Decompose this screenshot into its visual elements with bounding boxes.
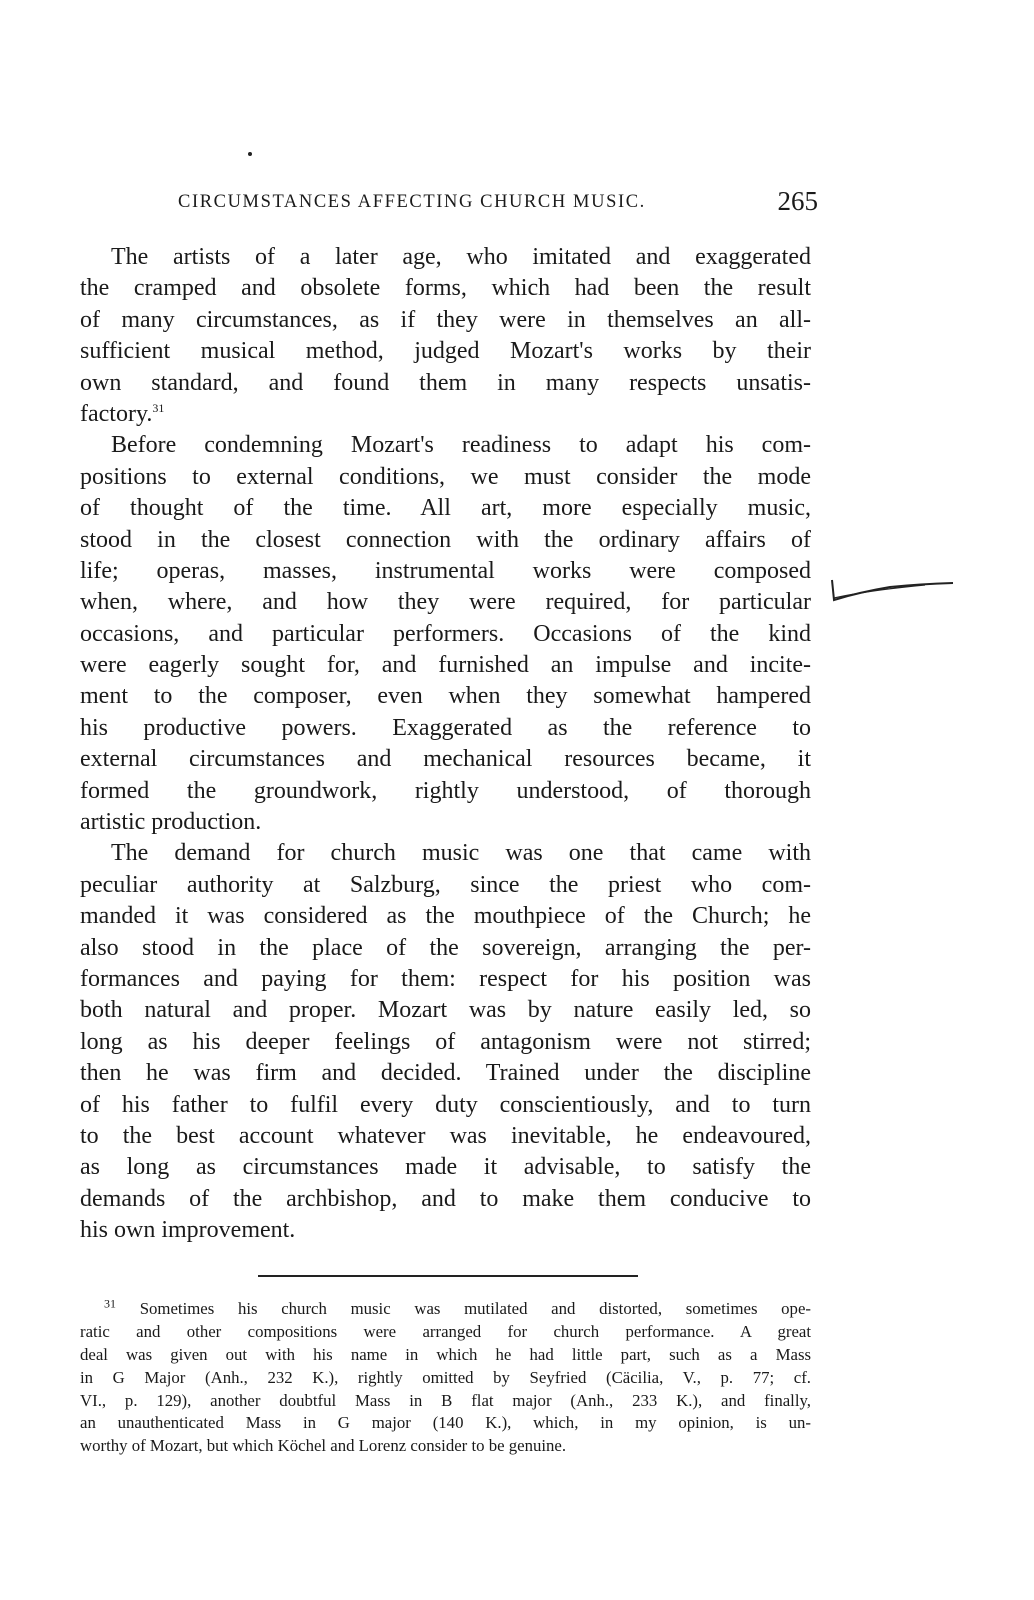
text-line-content: factory.: [80, 400, 153, 427]
footnote-divider: [258, 1275, 638, 1277]
text-line: life; operas, masses, instrumental works were composed: [80, 557, 811, 584]
footnote-line: an unauthenticated Mass in G major (140 K.), which, in my opinion, is un-: [80, 1413, 811, 1433]
text-line: [80, 399, 811, 430]
text-line: occasions, and particular performers. Occasions of the kind: [80, 620, 811, 647]
running-header: [178, 186, 818, 226]
ink-speck: [248, 152, 252, 156]
text-line: artistic production.: [80, 809, 262, 836]
text-line: then he was firm and decided. Trained under the discipline: [80, 1060, 811, 1087]
main-text: [80, 242, 811, 1247]
text-line: formed the groundwork, rightly understood, of thorough: [80, 777, 811, 804]
page-number: 265: [777, 186, 818, 216]
footnote-line: deal was given out with his name in which he had little part, such as a Mass: [80, 1344, 811, 1364]
text-line: stood in the closest connection with the ordinary affairs of: [80, 526, 811, 553]
footnotes: [80, 1298, 811, 1458]
footnote-line: VI., p. 129), another doubtful Mass in B flat major (Anh., 233 K.), and finally,: [80, 1390, 811, 1410]
text-line: peculiar authority at Salzburg, since the priest who com-: [80, 871, 811, 898]
text-line: when, where, and how they were required, for particular: [80, 589, 811, 616]
text-line: Before condemning Mozart's readiness to adapt his com-: [111, 432, 811, 459]
text-line: of many circumstances, as if they were in themselves an all-: [80, 306, 811, 333]
text-line: as long as circumstances made it advisable, to satisfy the: [80, 1154, 811, 1181]
text-line: also stood in the place of the sovereign, arranging the per-: [80, 934, 811, 961]
footnote-line: in G Major (Anh., 232 K.), rightly omitted by Seyfried (Cäcilia, V., p. 77; cf.: [80, 1367, 811, 1387]
footnote-line: worthy of Mozart, but which Köchel and Lorenz consider to be genuine.: [80, 1436, 567, 1456]
text-line: his productive powers. Exaggerated as the reference to: [80, 714, 811, 741]
text-line: demands of the archbishop, and to make them conducive to: [80, 1185, 811, 1212]
text-line: the cramped and obsolete forms, which had been the result: [80, 275, 811, 302]
text-line: of his father to fulfil every duty conscientiously, and to turn: [80, 1091, 811, 1118]
footnote-line: ratic and other compositions were arranged for church performance. A great: [80, 1321, 811, 1341]
running-title: CIRCUMSTANCES AFFECTING CHURCH MUSIC.: [178, 192, 646, 212]
text-line: external circumstances and mechanical resources became, it: [80, 746, 811, 773]
text-line: both natural and proper. Mozart was by nature easily led, so: [80, 997, 811, 1024]
text-line: of thought of the time. All art, more especially music,: [80, 495, 811, 522]
text-line: long as his deeper feelings of antagonism were not stirred;: [80, 1028, 811, 1055]
text-line: to the best account whatever was inevitable, he endeavoured,: [80, 1122, 811, 1149]
text-line: ment to the composer, even when they somewhat hampered: [80, 683, 811, 710]
text-line: own standard, and found them in many respects unsatis-: [80, 369, 811, 396]
text-line: sufficient musical method, judged Mozart's works by their: [80, 338, 811, 365]
text-line: positions to external conditions, we must consider the mode: [80, 463, 811, 490]
footnote-line: [80, 1298, 811, 1321]
margin-pencil-mark: [830, 578, 955, 604]
footnote-line-content: Sometimes his church music was mutilated and distorted, sometimes ope-: [139, 1299, 811, 1318]
footnote-marker: 31: [104, 1296, 116, 1311]
text-line: formances and paying for them: respect for his position was: [80, 965, 811, 992]
text-line: The demand for church music was one that came with: [111, 840, 811, 867]
text-line: were eagerly sought for, and furnished an impulse and incite-: [80, 652, 811, 679]
text-line: manded it was considered as the mouthpiece of the Church; he: [80, 903, 811, 930]
text-line: his own improvement.: [80, 1217, 296, 1244]
footnote-reference[interactable]: 31: [152, 400, 165, 415]
text-line: The artists of a later age, who imitated and exaggerated: [111, 244, 811, 270]
